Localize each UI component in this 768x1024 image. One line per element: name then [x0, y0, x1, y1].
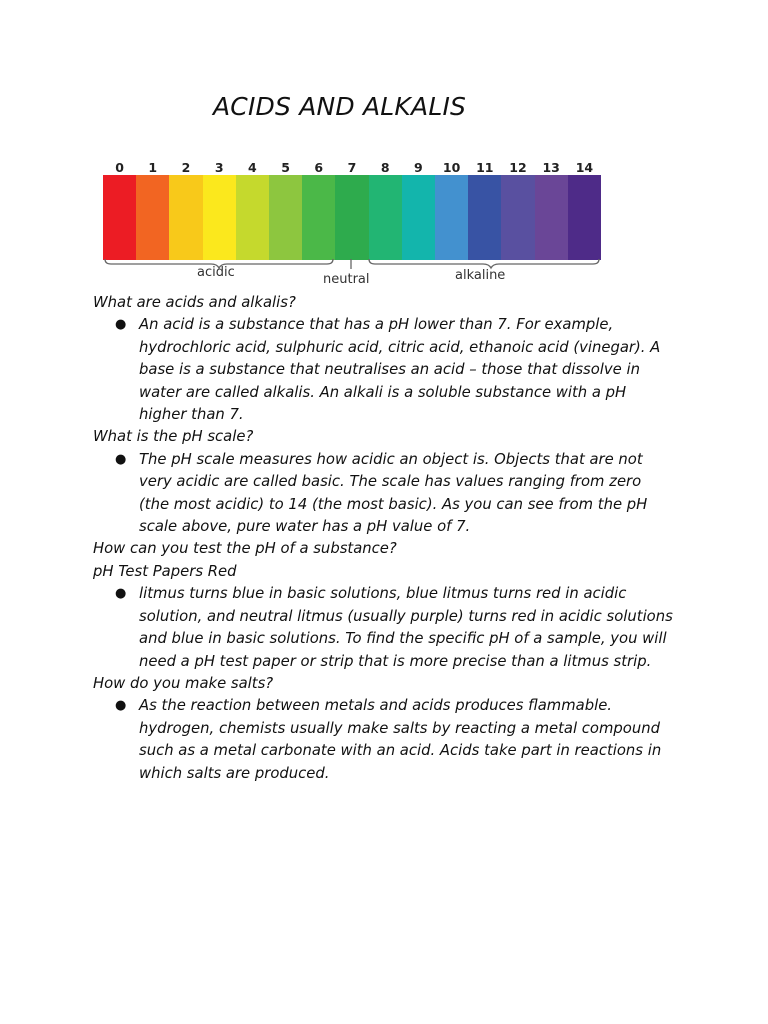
ph-color-bars: [103, 175, 601, 260]
bullet-line: need a pH test paper or strip that is more precise than a litmus strip.: [139, 652, 652, 670]
bullet-line: hydrochloric acid, sulphuric acid, citric acid, ethanoic acid (vinegar). A: [139, 338, 661, 356]
ph-number-5: 5: [281, 160, 290, 175]
bullet-icon: ●: [115, 698, 127, 714]
ph-number-13: 13: [542, 160, 560, 175]
bullet-icon: ●: [115, 317, 127, 333]
ph-number-4: 4: [248, 160, 257, 175]
ph-bar-2: [169, 175, 203, 260]
ph-number-2: 2: [181, 160, 191, 175]
ph-number-10: 10: [442, 160, 461, 175]
bullet-line: As the reaction between metals and acids produces flammable.: [139, 697, 613, 715]
ph-number-14: 14: [575, 160, 594, 175]
ph-bar-11: [468, 175, 502, 260]
ph-scale-figure: [103, 157, 601, 292]
ph-number-7: 7: [347, 160, 357, 175]
bullet-line: and blue in basic solutions. To find the specific pH of a sample, you will: [139, 630, 667, 648]
ph-bar-10: [435, 175, 469, 260]
ph-bar-13: [535, 175, 569, 260]
ph-number-12: 12: [509, 160, 527, 175]
bullet-line: hydrogen, chemists usually make salts by reacting a metal compound: [139, 719, 660, 737]
ph-number-1: 1: [148, 160, 158, 175]
ph-number-8: 8: [380, 160, 390, 175]
bullet-line: An acid is a substance that has a pH lower than 7. For example,: [139, 316, 614, 334]
bullet-item: [115, 314, 683, 426]
bullet-icon: ●: [115, 451, 127, 467]
question-heading: How can you test the pH of a substance?: [93, 540, 397, 558]
bullet-line: (the most acidic) to 14 (the most basic). As you can see from the pH: [139, 495, 648, 513]
bullet-line: water are called alkalis. An alkali is a soluble substance with a pH: [139, 383, 627, 401]
ph-bar-12: [501, 175, 535, 260]
bullet-line: The pH scale measures how acidic an object is. Objects that are not: [139, 450, 643, 468]
bullet-line: which salts are produced.: [139, 764, 330, 782]
ph-bar-3: [203, 175, 237, 260]
bullet-item: [115, 695, 683, 785]
ph-number-11: 11: [476, 160, 494, 175]
ph-bar-7: [335, 175, 369, 260]
question-heading: What is the pH scale?: [93, 428, 254, 446]
bullet-line: such as a metal carbonate with an acid. Acids take part in reactions in: [139, 742, 662, 760]
subheading: pH Test Papers Red: [93, 562, 237, 580]
question-heading: What are acids and alkalis?: [93, 294, 296, 311]
bullet-icon: ●: [115, 586, 127, 602]
bullet-line: higher than 7.: [139, 406, 244, 424]
ph-bar-4: [236, 175, 270, 260]
alkaline-label: alkaline: [455, 268, 506, 283]
acidic-label: acidic: [197, 265, 235, 280]
ph-number-row: [103, 160, 601, 176]
neutral-label: neutral: [323, 272, 370, 287]
ph-bar-1: [136, 175, 170, 260]
ph-bar-5: [269, 175, 303, 260]
ph-number-9: 9: [414, 160, 423, 175]
bullet-item: [115, 583, 683, 673]
ph-bar-8: [369, 175, 403, 260]
ph-bar-9: [402, 175, 436, 260]
bullet-line: base is a substance that neutralises an acid – those that dissolve in: [139, 361, 640, 379]
document-body: [93, 292, 683, 785]
bullet-line: scale above, pure water has a pH value of 7.: [139, 518, 471, 536]
ph-bar-6: [302, 175, 336, 260]
bullet-line: solution, and neutral litmus (usually purple) turns red in acidic solutions: [139, 607, 673, 625]
ph-bar-14: [568, 175, 602, 260]
bullet-line: very acidic are called basic. The scale has values ranging from zero: [139, 473, 642, 491]
ph-bar-0: [103, 175, 137, 260]
bullet-line: litmus turns blue in basic solutions, blue litmus turns red in acidic: [139, 585, 627, 603]
document-title: ACIDS AND ALKALIS: [213, 92, 467, 121]
ph-number-6: 6: [314, 160, 324, 175]
bullet-item: [115, 449, 683, 539]
ph-number-0: 0: [115, 160, 124, 175]
ph-number-3: 3: [214, 160, 224, 175]
scale-brackets: [103, 257, 601, 273]
question-heading: How do you make salts?: [93, 674, 274, 692]
